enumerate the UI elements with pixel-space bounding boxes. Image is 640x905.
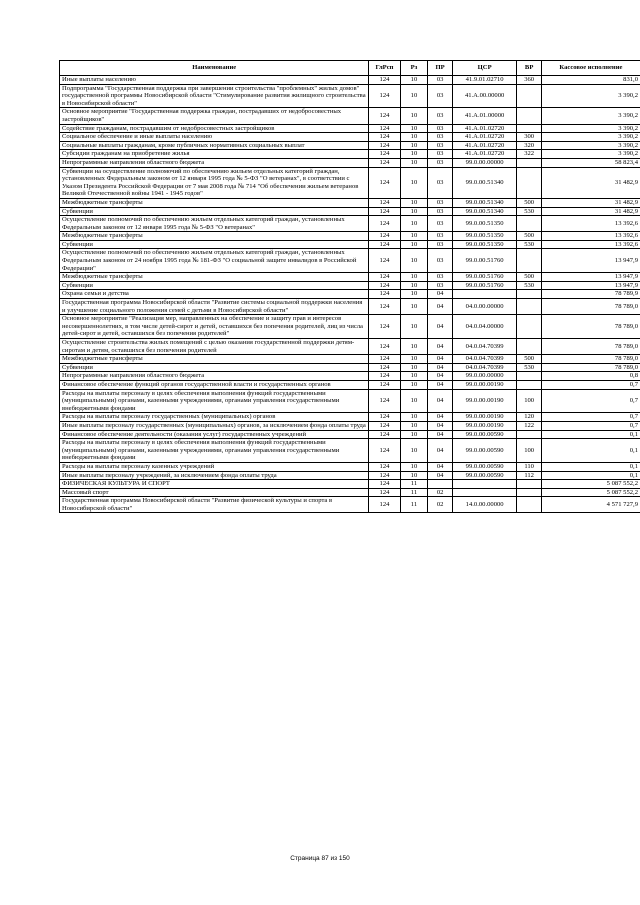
cell-glrsp: 124	[369, 216, 400, 232]
table-row	[60, 389, 640, 413]
cell-glrsp: 124	[369, 488, 400, 497]
cell-vr: 100	[517, 439, 541, 463]
cell-glrsp: 124	[369, 339, 400, 355]
cell-name: Охрана семьи и детства	[60, 290, 369, 299]
cell-pr: 02	[428, 488, 452, 497]
cell-glrsp: 124	[369, 273, 400, 282]
cell-glrsp: 124	[369, 158, 400, 167]
cell-rz: 10	[400, 158, 428, 167]
cell-rz: 10	[400, 167, 428, 198]
header-glrsp: ГлРсп	[369, 61, 400, 76]
cell-rz: 10	[400, 124, 428, 133]
cell-vr: 110	[517, 462, 541, 471]
cell-sum: 5 087 552,2	[541, 488, 640, 497]
cell-sum: 0,1	[541, 439, 640, 463]
cell-name: Иные выплаты персоналу государственных (муниципальных) органов, за исключением фонда оплаты труда	[60, 421, 369, 430]
cell-glrsp: 124	[369, 497, 400, 513]
cell-pr: 03	[428, 232, 452, 241]
table-row	[60, 207, 640, 216]
budget-table	[59, 60, 640, 513]
cell-pr: 03	[428, 76, 452, 85]
cell-pr: 02	[428, 497, 452, 513]
cell-glrsp: 124	[369, 430, 400, 439]
cell-rz: 10	[400, 207, 428, 216]
cell-rz: 10	[400, 421, 428, 430]
cell-glrsp: 124	[369, 76, 400, 85]
cell-glrsp: 124	[369, 141, 400, 150]
cell-rz: 11	[400, 480, 428, 489]
table-row	[60, 198, 640, 207]
cell-rz: 10	[400, 232, 428, 241]
cell-glrsp: 124	[369, 380, 400, 389]
cell-csr: 99.0.00.00190	[452, 389, 517, 413]
cell-vr: 530	[517, 207, 541, 216]
cell-sum: 0,7	[541, 380, 640, 389]
cell-rz: 10	[400, 84, 428, 108]
cell-csr: 99.0.00.00000	[452, 158, 517, 167]
cell-csr: 99.0.00.00590	[452, 430, 517, 439]
cell-vr: 122	[517, 421, 541, 430]
cell-glrsp: 124	[369, 439, 400, 463]
cell-pr: 04	[428, 299, 452, 315]
cell-glrsp: 124	[369, 389, 400, 413]
cell-sum: 13 947,9	[541, 273, 640, 282]
cell-name: Непрограммные направления областного бюджета	[60, 158, 369, 167]
cell-glrsp: 124	[369, 232, 400, 241]
table-row	[60, 240, 640, 249]
cell-vr	[517, 315, 541, 339]
cell-csr: 99.0.00.51340	[452, 167, 517, 198]
cell-sum: 78 789,0	[541, 339, 640, 355]
cell-sum: 31 482,9	[541, 198, 640, 207]
cell-sum: 31 482,9	[541, 207, 640, 216]
cell-rz: 10	[400, 216, 428, 232]
cell-rz: 10	[400, 339, 428, 355]
cell-name: Межбюджетные трансферты	[60, 232, 369, 241]
cell-rz: 10	[400, 355, 428, 364]
cell-name: Содействие гражданам, пострадавшим от недобросовестных застройщиков	[60, 124, 369, 133]
cell-csr: 41.А.00.00000	[452, 84, 517, 108]
cell-sum: 58 823,4	[541, 158, 640, 167]
cell-name: Межбюджетные трансферты	[60, 355, 369, 364]
cell-glrsp: 124	[369, 198, 400, 207]
table-row	[60, 421, 640, 430]
cell-sum: 78 789,9	[541, 290, 640, 299]
cell-name: Массовый спорт	[60, 488, 369, 497]
cell-rz: 10	[400, 150, 428, 159]
cell-csr: 99.0.00.00590	[452, 439, 517, 463]
cell-vr: 300	[517, 133, 541, 142]
cell-sum: 3 390,2	[541, 84, 640, 108]
cell-csr: 41.А.01.02720	[452, 124, 517, 133]
table-row	[60, 108, 640, 124]
table-row	[60, 281, 640, 290]
cell-rz: 10	[400, 141, 428, 150]
cell-csr: 99.0.00.51350	[452, 240, 517, 249]
cell-sum: 0,8	[541, 372, 640, 381]
cell-sum: 3 390,2	[541, 124, 640, 133]
cell-sum: 13 392,6	[541, 216, 640, 232]
table-row	[60, 439, 640, 463]
cell-name: Государственная программа Новосибирской области "Развитие системы социальной поддержки населения и улучшение социального положения семей с детьми в Новосибирской области"	[60, 299, 369, 315]
header-cash-execution: Кассовое исполнение	[541, 61, 640, 76]
cell-pr: 03	[428, 216, 452, 232]
cell-pr: 03	[428, 207, 452, 216]
cell-sum: 0,7	[541, 421, 640, 430]
cell-csr: 99.0.00.00190	[452, 421, 517, 430]
cell-pr	[428, 480, 452, 489]
cell-name: Социальное обеспечение и иные выплаты населению	[60, 133, 369, 142]
cell-sum: 78 789,0	[541, 355, 640, 364]
cell-glrsp: 124	[369, 413, 400, 422]
cell-csr: 04.0.04.70399	[452, 339, 517, 355]
table-header-row	[60, 61, 640, 76]
header-pr: ПР	[428, 61, 452, 76]
cell-name: Субвенции	[60, 240, 369, 249]
cell-pr: 03	[428, 281, 452, 290]
cell-csr: 99.0.00.00590	[452, 462, 517, 471]
cell-rz: 10	[400, 439, 428, 463]
cell-csr: 04.0.04.00000	[452, 315, 517, 339]
cell-name: Подпрограмма "Государственная поддержка при завершении строительства "проблемных" жилых домов" государственной программы Новосибирской области "Стимулирование развития жилищного строительства в Новосибирской области"	[60, 84, 369, 108]
cell-sum: 13 392,6	[541, 240, 640, 249]
cell-glrsp: 124	[369, 133, 400, 142]
cell-vr	[517, 108, 541, 124]
cell-pr: 04	[428, 315, 452, 339]
cell-vr: 530	[517, 363, 541, 372]
cell-pr: 03	[428, 150, 452, 159]
cell-pr: 03	[428, 167, 452, 198]
table-body	[60, 76, 640, 513]
cell-pr: 03	[428, 84, 452, 108]
cell-glrsp: 124	[369, 167, 400, 198]
cell-name: ФИЗИЧЕСКАЯ КУЛЬТУРА И СПОРТ	[60, 480, 369, 489]
cell-name: Финансовое обеспечение функций органов государственной власти и государственных органов	[60, 380, 369, 389]
table-row	[60, 497, 640, 513]
cell-name: Субвенции на осуществление полномочий по обеспечению жильем отдельных категорий граждан, установленных Федеральным законом от 12 января 1995 года № 5-ФЗ "О ветеранах", в соответствии с Указом Президента Российской Федерации от 7 мая 2008 года № 714 "Об обеспечении жильем ветеранов Великой Отечественной войны 1941 - 1945 годов"	[60, 167, 369, 198]
cell-vr: 500	[517, 198, 541, 207]
cell-pr: 03	[428, 240, 452, 249]
cell-csr: 99.0.00.51760	[452, 281, 517, 290]
cell-pr: 03	[428, 273, 452, 282]
cell-name: Межбюджетные трансферты	[60, 198, 369, 207]
cell-name: Осуществление строительства жилых помещений с целью оказания государственной поддержки детям-сиротам и детям, оставшихся без попечения родителей	[60, 339, 369, 355]
table-row	[60, 299, 640, 315]
cell-rz: 10	[400, 462, 428, 471]
table-row	[60, 363, 640, 372]
cell-vr: 100	[517, 389, 541, 413]
cell-csr: 04.0.04.70399	[452, 355, 517, 364]
cell-glrsp: 124	[369, 207, 400, 216]
cell-name: Непрограммные направления областного бюджета	[60, 372, 369, 381]
cell-pr: 03	[428, 124, 452, 133]
cell-glrsp: 124	[369, 363, 400, 372]
cell-csr: 14.0.00.00000	[452, 497, 517, 513]
table-row	[60, 413, 640, 422]
table-row	[60, 167, 640, 198]
cell-vr	[517, 372, 541, 381]
cell-name: Основное мероприятие "Государственная поддержка граждан, пострадавших от недобросовестных застройщиков"	[60, 108, 369, 124]
table-row	[60, 380, 640, 389]
cell-csr: 99.0.00.51760	[452, 273, 517, 282]
cell-pr: 04	[428, 471, 452, 480]
cell-sum: 78 789,0	[541, 315, 640, 339]
cell-sum: 78 789,0	[541, 363, 640, 372]
table-row	[60, 471, 640, 480]
cell-glrsp: 124	[369, 462, 400, 471]
cell-csr: 04.0.00.00000	[452, 299, 517, 315]
cell-sum: 3 390,2	[541, 150, 640, 159]
cell-pr: 03	[428, 249, 452, 273]
cell-rz: 10	[400, 281, 428, 290]
cell-sum: 13 947,9	[541, 249, 640, 273]
cell-csr: 99.0.00.51350	[452, 232, 517, 241]
cell-vr	[517, 290, 541, 299]
cell-pr: 03	[428, 133, 452, 142]
cell-sum: 0,1	[541, 462, 640, 471]
cell-name: Расходы на выплаты персоналу в целях обеспечения выполнения функций государственными (муниципальными) органами, казенными учреждениями, органами управления государственными внебюджетными фондами	[60, 439, 369, 463]
cell-rz: 10	[400, 133, 428, 142]
cell-vr: 500	[517, 355, 541, 364]
table-row	[60, 290, 640, 299]
cell-glrsp: 124	[369, 355, 400, 364]
cell-vr	[517, 84, 541, 108]
cell-sum: 831,0	[541, 76, 640, 85]
cell-name: Субсидии гражданам на приобретение жилья	[60, 150, 369, 159]
header-name: Наименование	[60, 61, 369, 76]
cell-rz: 10	[400, 363, 428, 372]
cell-pr: 04	[428, 355, 452, 364]
cell-rz: 11	[400, 488, 428, 497]
cell-glrsp: 124	[369, 150, 400, 159]
cell-name: Субвенции	[60, 363, 369, 372]
table-row	[60, 339, 640, 355]
cell-rz: 11	[400, 497, 428, 513]
cell-csr: 41.9.01.02710	[452, 76, 517, 85]
cell-vr	[517, 380, 541, 389]
cell-vr	[517, 124, 541, 133]
cell-sum: 13 947,9	[541, 281, 640, 290]
cell-vr: 530	[517, 240, 541, 249]
cell-csr	[452, 480, 517, 489]
table-row	[60, 372, 640, 381]
cell-glrsp: 124	[369, 299, 400, 315]
cell-glrsp: 124	[369, 124, 400, 133]
cell-rz: 10	[400, 273, 428, 282]
table-row	[60, 249, 640, 273]
cell-vr	[517, 299, 541, 315]
cell-csr: 99.0.00.51340	[452, 198, 517, 207]
cell-sum: 3 390,2	[541, 141, 640, 150]
cell-csr: 41.А.01.00000	[452, 108, 517, 124]
cell-sum: 0,1	[541, 471, 640, 480]
cell-vr	[517, 249, 541, 273]
cell-glrsp: 124	[369, 240, 400, 249]
table-row	[60, 158, 640, 167]
cell-pr: 04	[428, 363, 452, 372]
cell-pr: 04	[428, 439, 452, 463]
cell-vr	[517, 430, 541, 439]
table-row	[60, 232, 640, 241]
cell-sum: 3 390,2	[541, 108, 640, 124]
cell-glrsp: 124	[369, 281, 400, 290]
cell-pr: 04	[428, 462, 452, 471]
cell-name: Финансовое обеспечение деятельности (оказания услуг) государственных учреждений	[60, 430, 369, 439]
cell-rz: 10	[400, 413, 428, 422]
cell-vr: 500	[517, 232, 541, 241]
cell-sum: 4 571 727,9	[541, 497, 640, 513]
header-vr: ВР	[517, 61, 541, 76]
cell-vr: 322	[517, 150, 541, 159]
cell-sum: 13 392,6	[541, 232, 640, 241]
cell-name: Субвенции	[60, 281, 369, 290]
cell-name: Основное мероприятие "Реализация мер, направленных на обеспечение и защиту прав и интересов несовершеннолетних, в том числе детей-сирот и детей, оставшихся без попечения родителей, лиц из числа детей-сирот и детей, оставшихся без попечения родителей"	[60, 315, 369, 339]
cell-name: Субвенции	[60, 207, 369, 216]
cell-pr: 04	[428, 380, 452, 389]
cell-rz: 10	[400, 315, 428, 339]
cell-csr: 99.0.00.00000	[452, 372, 517, 381]
table-row	[60, 273, 640, 282]
cell-sum: 0,7	[541, 389, 640, 413]
cell-csr	[452, 488, 517, 497]
cell-pr: 03	[428, 108, 452, 124]
cell-vr: 360	[517, 76, 541, 85]
cell-name: Социальные выплаты гражданам, кроме публичных нормативных социальных выплат	[60, 141, 369, 150]
cell-name: Расходы на выплаты персоналу казенных учреждений	[60, 462, 369, 471]
cell-glrsp: 124	[369, 421, 400, 430]
cell-pr: 04	[428, 413, 452, 422]
cell-rz: 10	[400, 389, 428, 413]
cell-rz: 10	[400, 108, 428, 124]
cell-rz: 10	[400, 299, 428, 315]
table-row	[60, 216, 640, 232]
cell-glrsp: 124	[369, 249, 400, 273]
cell-name: Осуществление полномочий по обеспечению жильем отдельных категорий граждан, установленных Федеральным законом от 12 января 1995 года № 5-ФЗ "О ветеранах"	[60, 216, 369, 232]
cell-pr: 04	[428, 421, 452, 430]
cell-rz: 10	[400, 290, 428, 299]
cell-vr	[517, 167, 541, 198]
cell-vr	[517, 216, 541, 232]
cell-glrsp: 124	[369, 108, 400, 124]
table-row	[60, 430, 640, 439]
table-row	[60, 462, 640, 471]
cell-vr	[517, 339, 541, 355]
table-row	[60, 84, 640, 108]
cell-rz: 10	[400, 380, 428, 389]
table-row	[60, 480, 640, 489]
cell-glrsp: 124	[369, 290, 400, 299]
cell-vr	[517, 480, 541, 489]
cell-name: Государственная программа Новосибирской области "Развитие физической культуры и спорта в Новосибирской области"	[60, 497, 369, 513]
cell-pr: 03	[428, 158, 452, 167]
page-number: Страница 87 из 150	[290, 855, 350, 862]
cell-csr: 04.0.04.70399	[452, 363, 517, 372]
cell-glrsp: 124	[369, 315, 400, 339]
cell-pr: 04	[428, 389, 452, 413]
cell-vr: 112	[517, 471, 541, 480]
header-csr: ЦСР	[452, 61, 517, 76]
table-row	[60, 133, 640, 142]
cell-rz: 10	[400, 240, 428, 249]
cell-name: Расходы на выплаты персоналу в целях обеспечения выполнения функций государственными (муниципальными) органами, казенными учреждениями, органами управления государственными внебюджетными фондами	[60, 389, 369, 413]
cell-vr: 530	[517, 281, 541, 290]
cell-sum: 3 390,2	[541, 133, 640, 142]
cell-sum: 5 087 552,2	[541, 480, 640, 489]
cell-rz: 10	[400, 430, 428, 439]
cell-vr	[517, 488, 541, 497]
cell-glrsp: 124	[369, 480, 400, 489]
cell-sum: 31 482,9	[541, 167, 640, 198]
table-row	[60, 355, 640, 364]
cell-pr: 04	[428, 290, 452, 299]
cell-sum: 0,7	[541, 413, 640, 422]
table-row	[60, 315, 640, 339]
cell-csr: 99.0.00.51340	[452, 207, 517, 216]
table-row	[60, 124, 640, 133]
cell-vr: 120	[517, 413, 541, 422]
table-row	[60, 150, 640, 159]
cell-name: Иные выплаты населению	[60, 76, 369, 85]
cell-name: Расходы на выплаты персоналу государственных (муниципальных) органов	[60, 413, 369, 422]
cell-pr: 03	[428, 141, 452, 150]
cell-pr: 04	[428, 339, 452, 355]
cell-rz: 10	[400, 76, 428, 85]
cell-sum: 0,1	[541, 430, 640, 439]
cell-csr: 99.0.00.00590	[452, 471, 517, 480]
cell-name: Осуществление полномочий по обеспечению жильем отдельных категорий граждан, установленных Федеральным законом от 24 ноября 1995 года № 181-ФЗ "О социальной защите инвалидов в Российской Федерации"	[60, 249, 369, 273]
cell-vr: 500	[517, 273, 541, 282]
cell-csr: 99.0.00.00190	[452, 380, 517, 389]
cell-vr	[517, 158, 541, 167]
cell-name: Межбюджетные трансферты	[60, 273, 369, 282]
cell-rz: 10	[400, 249, 428, 273]
cell-pr: 03	[428, 198, 452, 207]
table-row	[60, 141, 640, 150]
cell-glrsp: 124	[369, 471, 400, 480]
table-row	[60, 488, 640, 497]
cell-csr: 99.0.00.51760	[452, 249, 517, 273]
cell-name: Иные выплаты персоналу учреждений, за исключением фонда оплаты труда	[60, 471, 369, 480]
cell-csr: 41.А.01.02720	[452, 141, 517, 150]
cell-rz: 10	[400, 471, 428, 480]
cell-rz: 10	[400, 198, 428, 207]
cell-pr: 04	[428, 430, 452, 439]
cell-pr: 04	[428, 372, 452, 381]
header-rz: Рз	[400, 61, 428, 76]
cell-csr: 41.А.01.02720	[452, 133, 517, 142]
cell-csr: 99.0.00.51350	[452, 216, 517, 232]
table-row	[60, 76, 640, 85]
cell-csr: 99.0.00.00190	[452, 413, 517, 422]
cell-sum: 78 789,0	[541, 299, 640, 315]
cell-vr	[517, 497, 541, 513]
cell-vr: 320	[517, 141, 541, 150]
cell-csr: 41.А.01.02720	[452, 150, 517, 159]
cell-rz: 10	[400, 372, 428, 381]
cell-glrsp: 124	[369, 372, 400, 381]
cell-csr	[452, 290, 517, 299]
cell-glrsp: 124	[369, 84, 400, 108]
